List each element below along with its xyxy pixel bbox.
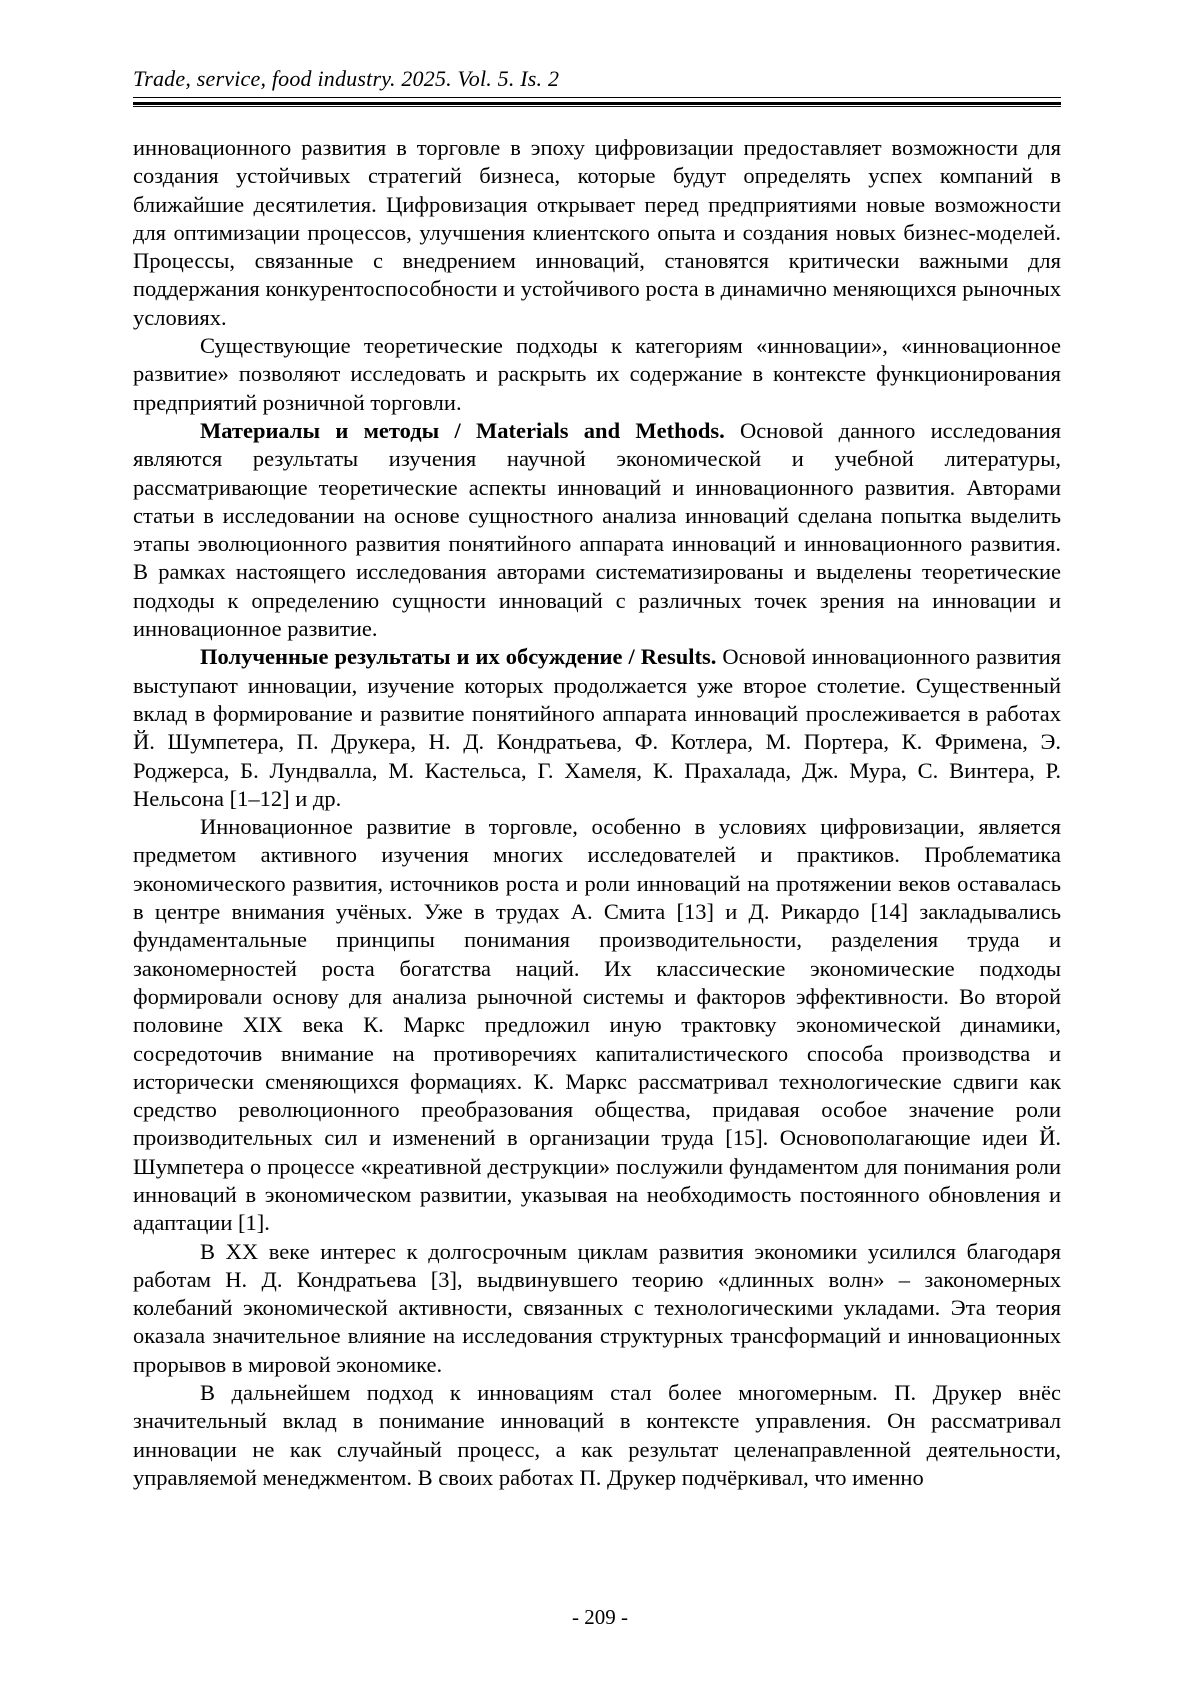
page-number: - 209 - (572, 1605, 628, 1629)
paragraph-text: Основой инновационного развития выступают инновации, изучение которых продолжается уже второе столетие. Существенный вклад в формирование и развитие понятийного аппарата инноваций прослеживается в работах Й. Шумпетера, П. Друкера, Н. Д. Кондратьева, Ф. Котлера, М. Портера, К. Фримена, Э. Роджерса, Б. Лундвалла, М. Кастельса, Г. Хамеля, К. Прахалада, Дж. Мура, С. Винтера, Р. Нельсона [1–12] и др. (133, 644, 1061, 811)
paragraph-text: В XX веке интерес к долгосрочным циклам развития экономики усилился благодаря работам Н. Д. Кондратьева [3], выдвинувшего теорию «длинных волн» – закономерных колебаний экономической активности, связанных с технологическими укладами. Эта теория оказала значительное влияние на исследования структурных трансформаций и инновационных прорывов в мировой экономике. (133, 1238, 1061, 1377)
paragraph-lead: Материалы и методы / Materials and Methods. (200, 417, 725, 443)
journal-header-line: Trade, service, food industry. 2025. Vol. 5. Is. 2 (133, 66, 1061, 98)
paragraph-text: Существующие теоретические подходы к категориям «инновации», «инновационное развитие» позволяют исследовать и раскрыть их содержание в контексте функционирования предприятий розничной торговли. (133, 333, 1061, 415)
body-paragraph (133, 332, 1061, 417)
body-paragraph (133, 1379, 1061, 1492)
paragraph-lead: Полученные результаты и их обсуждение / Results. (200, 644, 717, 670)
body-paragraph (133, 134, 1061, 332)
header-rule (133, 102, 1061, 107)
article-body (133, 134, 1061, 1492)
paragraph-text: В дальнейшем подход к инновациям стал более многомерным. П. Друкер внёс значительный вклад в понимание инноваций в контексте управления. Он рассматривал инновации не как случайный процесс, а как результат целенаправленной деятельности, управляемой менеджментом. В своих работах П. Друкер подчёркивал, что именно (133, 1380, 1061, 1490)
body-paragraph (133, 813, 1061, 1237)
body-paragraph (133, 1238, 1061, 1379)
page-content (133, 66, 1061, 1492)
paragraph-text: Основой данного исследования являются результаты изучения научной экономической и учебной литературы, рассматривающие теоретические аспекты инноваций и инновационного развития. Авторами статьи в исследовании на основе сущностного анализа инноваций сделана попытка выделить этапы эволюционного развития понятийного аппарата инноваций и инновационного развития. В рамках настоящего исследования авторами систематизированы и выделены теоретические подходы к определению сущности инноваций с различных точек зрения на инновации и инновационное развитие. (133, 417, 1061, 642)
paragraph-text: инновационного развития в торговле в эпоху цифровизации предоставляет возможности для создания устойчивых стратегий бизнеса, которые будут определять успех компаний в ближайшие десятилетия. Цифровизация открывает перед предприятиями новые возможности для оптимизации процессов, улучшения клиентского опыта и создания новых бизнес-моделей. Процессы, связанные с внедрением инноваций, становятся критически важными для поддержания конкурентоспособности и устойчивого роста в динамично меняющихся рыночных условиях. (133, 135, 1061, 330)
body-paragraph-results (133, 643, 1061, 813)
paragraph-text: Инновационное развитие в торговле, особенно в условиях цифровизации, является предметом активного изучения многих исследователей и практиков. Проблематика экономического развития, источников роста и роли инноваций на протяжении веков оставалась в центре внимания учёных. Уже в трудах А. Смита [13] и Д. Рикардо [14] закладывались фундаментальные принципы понимания производительности, разделения труда и закономерностей роста богатства наций. Их классические экономические подходы формировали основу для анализа рыночной системы и факторов эффективности. Во второй половине XIX века К. Маркс предложил иную трактовку экономической динамики, сосредоточив внимание на противоречиях капиталистического способа производства и исторически сменяющихся формациях. К. Маркс рассматривал технологические сдвиги как средство революционного преобразования общества, придавая особое значение роли производительных сил и изменений в организации труда [15]. Основополагающие идеи Й. Шумпетера о процессе «креативной деструкции» послужили фундаментом для понимания роли инноваций в экономическом развитии, указывая на необходимость постоянного обновления и адаптации [1]. (133, 814, 1061, 1236)
body-paragraph-materials-methods (133, 417, 1061, 643)
